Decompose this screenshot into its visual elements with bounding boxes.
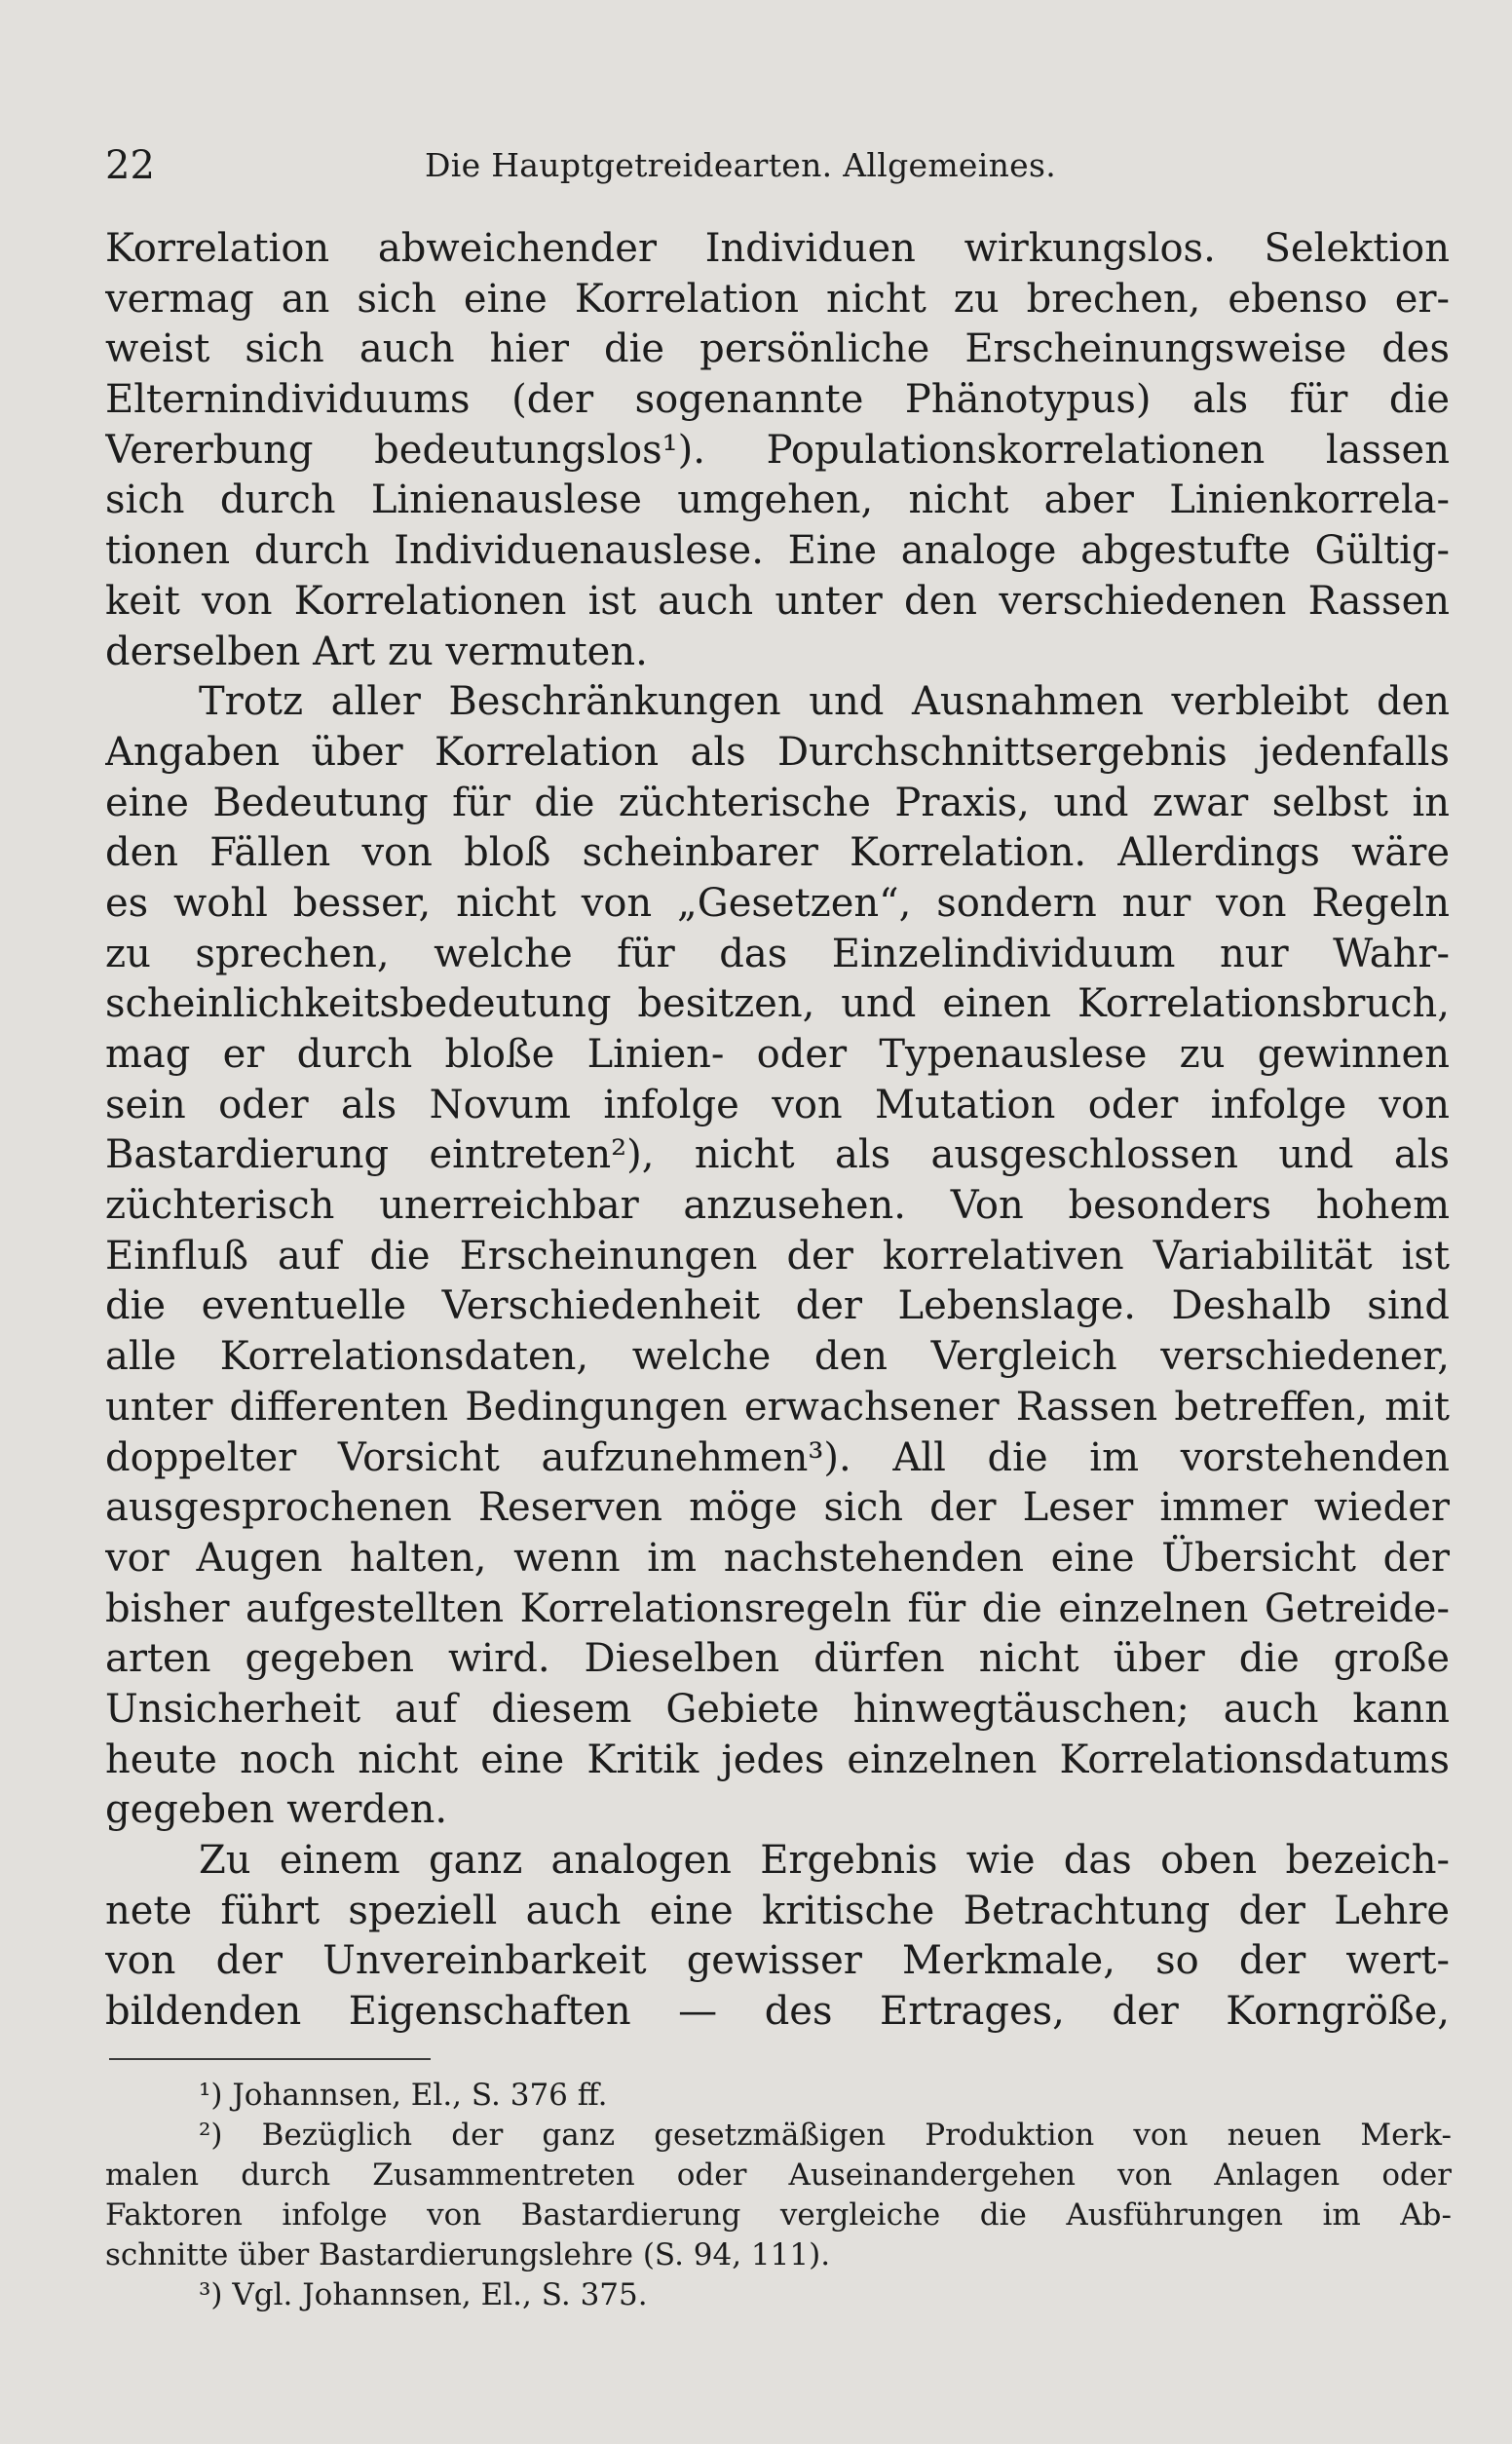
text-line: doppelter Vorsicht aufzunehmen³). All die im vorstehenden	[105, 1434, 1450, 1480]
text-line: von der Unvereinbarkeit gewisser Merkmale, so der wert-	[105, 1938, 1450, 1984]
text-line: mag er durch bloße Linien- oder Typenauslese zu gewinnen	[105, 1032, 1450, 1077]
running-title: Die Hauptgetreidearten. Allgemeines.	[425, 146, 1056, 184]
text-line: Einfluß auf die Erscheinungen der korrelativen Variabilität ist	[105, 1233, 1450, 1279]
text-line: züchterisch unerreichbar anzusehen. Von besonders hohem	[105, 1183, 1450, 1229]
text-line: Korrelation abweichender Individuen wirkungslos. Selektion	[105, 226, 1450, 271]
text-line: vermag an sich eine Korrelation nicht zu brechen, ebenso er-	[105, 276, 1450, 322]
text-line: gegeben werden.	[105, 1787, 448, 1833]
footnote-3	[105, 2275, 1452, 2315]
footnote-line: ¹) Johannsen, El., S. 376 ff.	[199, 2078, 608, 2113]
footnote-2	[105, 2116, 1452, 2275]
text-line: vor Augen halten, wenn im nachstehenden eine Übersicht der	[105, 1535, 1450, 1581]
text-line: Trotz aller Beschränkungen und Ausnahmen verbleibt den	[199, 679, 1450, 725]
text-line: zu sprechen, welche für das Einzelindividuum nur Wahr-	[105, 931, 1450, 976]
text-line: weist sich auch hier die persönliche Erscheinungsweise des	[105, 326, 1450, 372]
text-line: Bastardierung eintreten²), nicht als ausgeschlossen und als	[105, 1132, 1450, 1178]
footnote-line: ³) Vgl. Johannsen, El., S. 375.	[199, 2277, 648, 2312]
paragraph-2	[105, 677, 1450, 1836]
text-line: sein oder als Novum infolge von Mutation oder infolge von	[105, 1082, 1450, 1127]
text-line: nete führt speziell auch eine kritische Betrachtung der Lehre	[105, 1888, 1450, 1933]
page-header	[105, 136, 1442, 195]
footnote-divider	[109, 2058, 431, 2060]
text-line: es wohl besser, nicht von „Gesetzen“, sondern nur von Regeln	[105, 880, 1450, 926]
paragraph-3	[105, 1836, 1450, 2038]
text-line: Angaben über Korrelation als Durchschnittsergebnis jedenfalls	[105, 729, 1450, 775]
text-line: alle Korrelationsdaten, welche den Vergleich verschiedener,	[105, 1334, 1450, 1380]
text-line: die eventuelle Verschiedenheit der Lebenslage. Deshalb sind	[105, 1283, 1450, 1329]
footnote-1	[105, 2076, 1452, 2116]
text-line: eine Bedeutung für die züchterische Praxis, und zwar selbst in	[105, 780, 1450, 825]
footnote-line: ²) Bezüglich der ganz gesetzmäßigen Produktion von neuen Merk-	[199, 2118, 1452, 2153]
text-line: derselben Art zu vermuten.	[105, 629, 648, 674]
text-line: arten gegeben wird. Dieselben dürfen nicht über die große	[105, 1636, 1450, 1682]
footnotes	[105, 2076, 1452, 2315]
text-line: sich durch Linienauslese umgehen, nicht aber Linienkorrela-	[105, 477, 1450, 523]
text-line: heute noch nicht eine Kritik jedes einzelnen Korrelationsdatums	[105, 1737, 1450, 1782]
text-line: Elternindividuums (der sogenannte Phänotypus) als für die	[105, 377, 1450, 423]
footnote-line: schnitte über Bastardierungslehre (S. 94, 111).	[105, 2237, 831, 2272]
text-line: scheinlichkeitsbedeutung besitzen, und einen Korrelationsbruch,	[105, 981, 1450, 1027]
footnote-line: Faktoren infolge von Bastardierung vergleiche die Ausführungen im Ab-	[105, 2197, 1452, 2233]
body-text	[105, 224, 1450, 2038]
paragraph-1	[105, 224, 1450, 677]
text-line: tionen durch Individuenauslese. Eine analoge abgestufte Gültig-	[105, 528, 1450, 574]
text-line: keit von Korrelationen ist auch unter den verschiedenen Rassen	[105, 578, 1450, 624]
text-line: Zu einem ganz analogen Ergebnis wie das oben bezeich-	[199, 1838, 1450, 1883]
text-line: bildenden Eigenschaften — des Ertrages, der Korngröße,	[105, 1989, 1450, 2035]
page-number: 22	[105, 143, 155, 188]
text-line: Unsicherheit auf diesem Gebiete hinwegtäuschen; auch kann	[105, 1686, 1450, 1732]
footnote-line: malen durch Zusammentreten oder Auseinandergehen von Anlagen oder	[105, 2158, 1452, 2193]
text-line: den Fällen von bloß scheinbarer Korrelation. Allerdings wäre	[105, 830, 1450, 876]
text-line: ausgesprochenen Reserven möge sich der Leser immer wieder	[105, 1485, 1450, 1531]
text-line: Vererbung bedeutungslos¹). Populationskorrelationen lassen	[105, 427, 1450, 473]
text-line: unter differenten Bedingungen erwachsener Rassen betreffen, mit	[105, 1384, 1450, 1430]
text-line: bisher aufgestellten Korrelationsregeln für die einzelnen Getreide-	[105, 1585, 1450, 1631]
